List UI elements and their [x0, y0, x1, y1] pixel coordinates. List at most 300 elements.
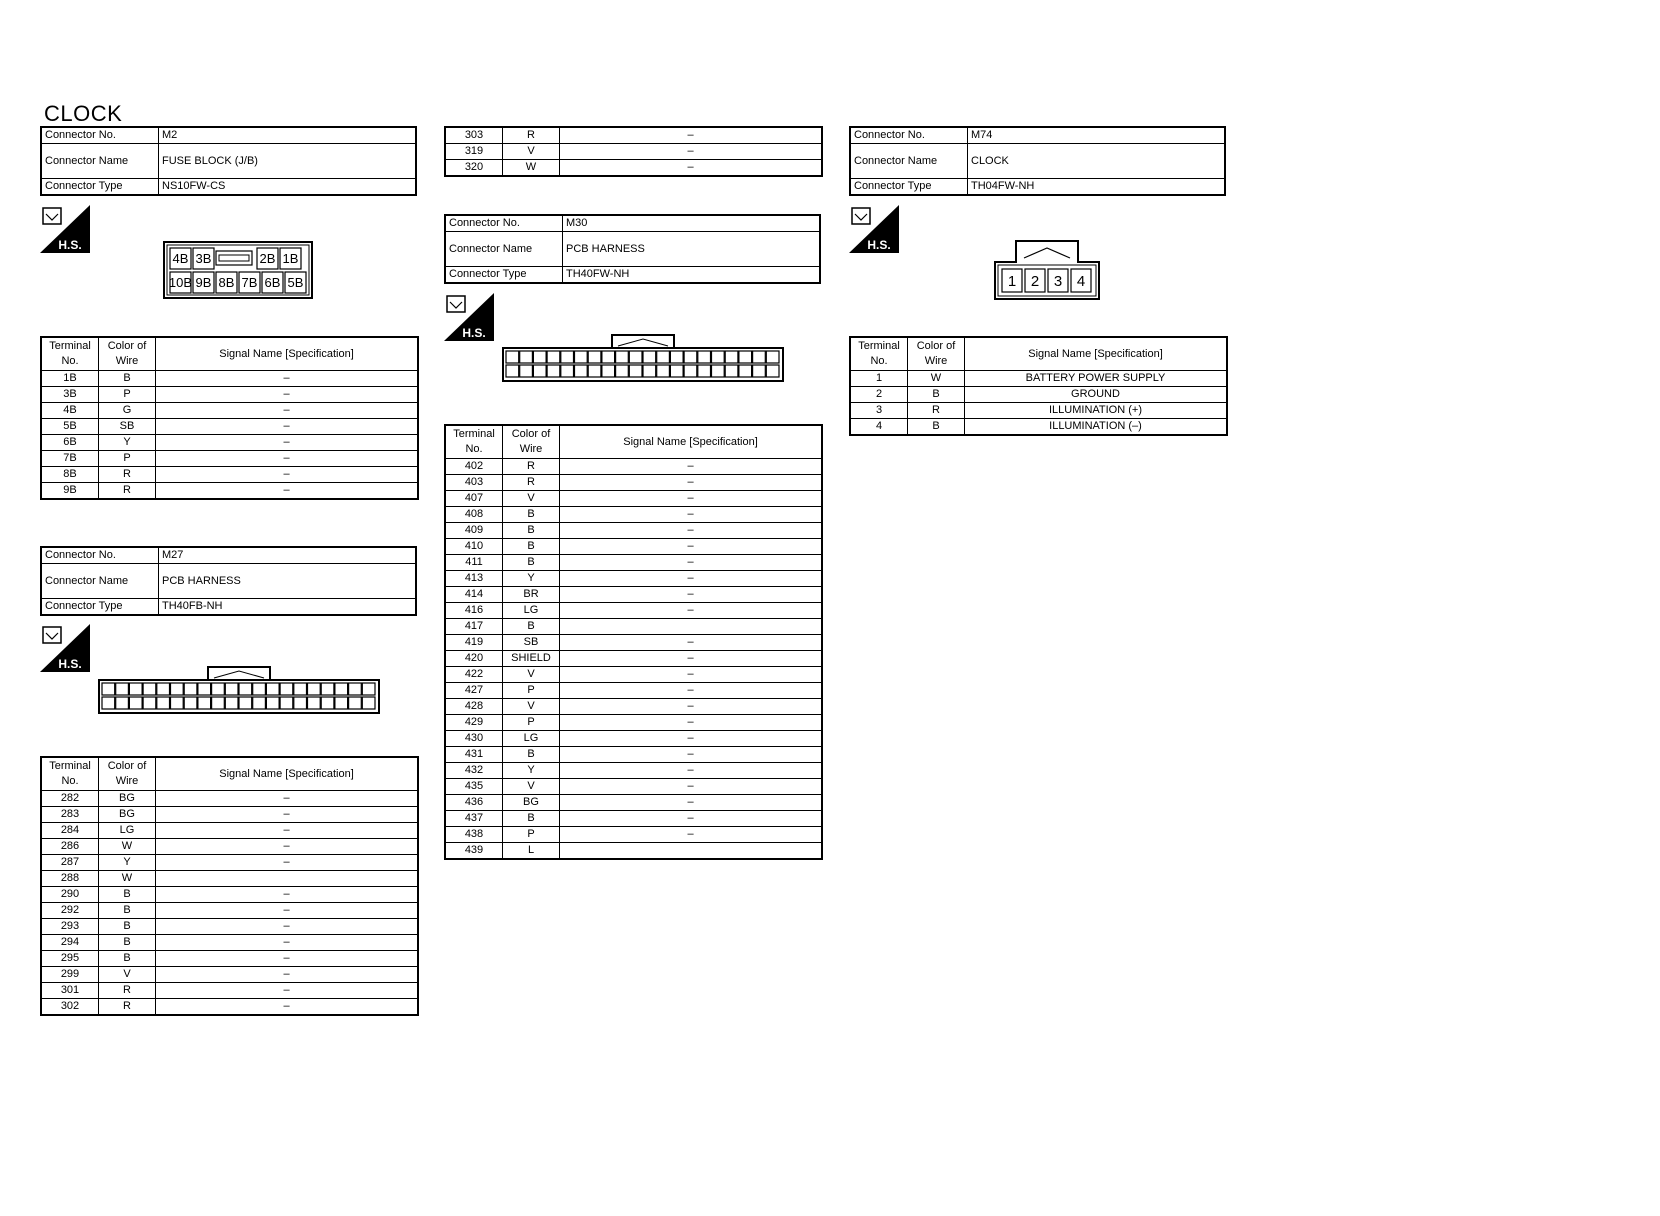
terminal-no-cell: 286 — [41, 839, 99, 855]
cavity — [349, 697, 362, 709]
cavity — [308, 697, 321, 709]
cavity — [129, 697, 142, 709]
table-row — [445, 651, 822, 667]
signal-name-cell: – — [156, 451, 419, 467]
table-row — [445, 144, 822, 160]
wire-color-cell: B — [99, 935, 156, 951]
signal-name-cell — [156, 871, 419, 887]
table-row — [41, 871, 418, 887]
cavity — [116, 683, 129, 695]
cavity — [602, 351, 615, 363]
cavity — [588, 365, 601, 377]
table-row — [445, 699, 822, 715]
cavity-label: 2 — [1030, 272, 1040, 290]
cavity — [506, 365, 519, 377]
hs-badge-icon — [40, 624, 90, 672]
label-connector-name: Connector Name — [41, 564, 159, 599]
cavity — [712, 365, 725, 377]
table-row — [445, 491, 822, 507]
wire-color-cell: W — [99, 871, 156, 887]
wire-color-cell: W — [99, 839, 156, 855]
cavity — [629, 365, 642, 377]
table-row — [41, 403, 418, 419]
wire-color-cell: V — [503, 667, 560, 683]
cavity — [239, 697, 252, 709]
cavity — [280, 683, 293, 695]
label-connector-no: Connector No. — [445, 215, 563, 232]
label-connector-no: Connector No. — [41, 127, 159, 144]
cavity-label: 10B — [168, 275, 193, 291]
cavity — [712, 351, 725, 363]
wire-color-cell: B — [503, 811, 560, 827]
table-row — [445, 635, 822, 651]
terminal-no-cell: 290 — [41, 887, 99, 903]
cavity-label: 3B — [195, 251, 212, 267]
table-row — [445, 127, 822, 144]
signal-name-cell: – — [156, 903, 419, 919]
terminal-no-cell: 408 — [445, 507, 503, 523]
terminal-no-cell: 431 — [445, 747, 503, 763]
wire-color-cell: B — [503, 619, 560, 635]
terminal-no-cell: 282 — [41, 791, 99, 807]
table-row — [445, 160, 822, 177]
signal-name-cell: – — [156, 387, 419, 403]
cavity — [171, 697, 184, 709]
table-row — [445, 731, 822, 747]
cavity — [657, 365, 670, 377]
signal-name-cell: ILLUMINATION (+) — [965, 403, 1228, 419]
m74-connector-diagram — [994, 240, 1100, 300]
signal-name-cell — [560, 843, 823, 860]
wire-color-cell: B — [908, 419, 965, 436]
table-row — [41, 903, 418, 919]
m2-pin-table — [40, 336, 419, 500]
m74-connector-name: CLOCK — [968, 144, 1226, 179]
signal-name-cell: – — [560, 523, 823, 539]
wire-color-cell: P — [503, 683, 560, 699]
cavity — [657, 351, 670, 363]
wire-color-cell: B — [99, 903, 156, 919]
table-row — [445, 619, 822, 635]
table-row — [41, 419, 418, 435]
signal-name-cell: BATTERY POWER SUPPLY — [965, 371, 1228, 387]
header-color-of-wire: Color of Wire — [99, 757, 156, 791]
cavity — [670, 365, 683, 377]
wire-color-cell: BR — [503, 587, 560, 603]
cavity — [629, 351, 642, 363]
signal-name-cell: – — [560, 475, 823, 491]
m27-pin-table — [40, 756, 419, 1016]
wire-color-cell: W — [503, 160, 560, 177]
table-row — [850, 387, 1227, 403]
cavity — [643, 351, 656, 363]
signal-name-cell: – — [560, 667, 823, 683]
terminal-no-cell: 413 — [445, 571, 503, 587]
cavity — [253, 697, 266, 709]
m2-connector-name: FUSE BLOCK (J/B) — [159, 144, 417, 179]
signal-name-cell: – — [560, 491, 823, 507]
signal-name-cell: – — [156, 887, 419, 903]
terminal-no-cell: 428 — [445, 699, 503, 715]
terminal-no-cell: 439 — [445, 843, 503, 860]
wire-color-cell: SHIELD — [503, 651, 560, 667]
cavity — [184, 683, 197, 695]
wire-color-cell: B — [503, 539, 560, 555]
cavity — [321, 683, 334, 695]
terminal-no-cell: 409 — [445, 523, 503, 539]
cavity — [670, 351, 683, 363]
table-row — [41, 935, 418, 951]
hs-badge-label: H.S. — [867, 238, 891, 252]
terminal-no-cell: 420 — [445, 651, 503, 667]
m74-pin-table — [849, 336, 1228, 436]
wire-color-cell: L — [503, 843, 560, 860]
terminal-no-cell: 4 — [850, 419, 908, 436]
cavity — [520, 365, 533, 377]
table-row — [41, 983, 418, 999]
table-row — [445, 811, 822, 827]
cavity-label: 2B — [259, 251, 276, 267]
signal-name-cell: – — [560, 715, 823, 731]
cavity — [266, 697, 279, 709]
signal-name-cell: – — [560, 587, 823, 603]
signal-name-cell: – — [560, 811, 823, 827]
cavity — [225, 683, 238, 695]
signal-name-cell: – — [156, 823, 419, 839]
m30-connector-info — [444, 214, 821, 284]
cavity — [753, 351, 766, 363]
cavity — [362, 697, 375, 709]
wire-color-cell: V — [503, 699, 560, 715]
cavity-label: 7B — [241, 275, 258, 291]
label-connector-type: Connector Type — [41, 599, 159, 616]
table-row — [41, 967, 418, 983]
wire-color-cell: R — [99, 483, 156, 500]
wire-color-cell: P — [503, 715, 560, 731]
table-row — [445, 603, 822, 619]
cavity — [698, 351, 711, 363]
table-row — [445, 795, 822, 811]
signal-name-cell: – — [156, 483, 419, 500]
m74-connector-type: TH04FW-NH — [968, 179, 1226, 196]
hs-badge-icon — [444, 293, 494, 341]
terminal-no-cell: 430 — [445, 731, 503, 747]
cavity — [335, 697, 348, 709]
table-row — [41, 951, 418, 967]
cavity — [308, 683, 321, 695]
table-row — [445, 715, 822, 731]
m27-connector-type: TH40FB-NH — [159, 599, 417, 616]
terminal-no-cell: 301 — [41, 983, 99, 999]
table-row — [445, 779, 822, 795]
cavity — [225, 697, 238, 709]
signal-name-cell: – — [156, 935, 419, 951]
terminal-no-cell: 299 — [41, 967, 99, 983]
terminal-no-cell: 435 — [445, 779, 503, 795]
wire-color-cell: Y — [503, 571, 560, 587]
wire-color-cell: Y — [503, 763, 560, 779]
wire-color-cell: W — [908, 371, 965, 387]
cavity — [684, 351, 697, 363]
table-row — [445, 523, 822, 539]
header-color-of-wire: Color of Wire — [503, 425, 560, 459]
cavity — [102, 683, 115, 695]
signal-name-cell: – — [560, 459, 823, 475]
terminal-no-cell: 436 — [445, 795, 503, 811]
hs-badge-icon — [40, 205, 90, 253]
m30-connector-type: TH40FW-NH — [563, 267, 821, 284]
signal-name-cell: – — [560, 779, 823, 795]
m30-connector-name: PCB HARNESS — [563, 232, 821, 267]
cavity-label: 4B — [172, 251, 189, 267]
table-row — [41, 855, 418, 871]
terminal-no-cell: 427 — [445, 683, 503, 699]
table-row — [850, 371, 1227, 387]
wire-color-cell: V — [99, 967, 156, 983]
signal-name-cell: – — [560, 683, 823, 699]
terminal-no-cell: 292 — [41, 903, 99, 919]
signal-name-cell: – — [560, 144, 823, 160]
wire-color-cell: B — [99, 919, 156, 935]
cavity — [561, 365, 574, 377]
wire-color-cell: R — [99, 999, 156, 1016]
m27-connector-diagram — [98, 666, 380, 714]
wire-color-cell: R — [503, 127, 560, 144]
signal-name-cell: – — [156, 435, 419, 451]
cavity — [616, 365, 629, 377]
cavity — [102, 697, 115, 709]
cavity — [171, 683, 184, 695]
label-connector-no: Connector No. — [41, 547, 159, 564]
terminal-no-cell: 416 — [445, 603, 503, 619]
page-title: CLOCK — [44, 101, 123, 126]
cavity — [547, 351, 560, 363]
terminal-no-cell: 302 — [41, 999, 99, 1016]
fuse-slot — [216, 251, 252, 265]
terminal-no-cell: 319 — [445, 144, 503, 160]
cavity — [362, 683, 375, 695]
wire-color-cell: B — [99, 951, 156, 967]
signal-name-cell: – — [156, 467, 419, 483]
table-row — [850, 419, 1227, 436]
wire-color-cell: BG — [99, 791, 156, 807]
table-row — [445, 827, 822, 843]
table-row — [445, 843, 822, 860]
wire-color-cell: R — [908, 403, 965, 419]
wire-color-cell: SB — [99, 419, 156, 435]
table-row — [445, 475, 822, 491]
header-signal-name: Signal Name [Specification] — [156, 337, 419, 371]
cavity — [533, 351, 546, 363]
m30-connector-diagram — [502, 334, 784, 382]
signal-name-cell: – — [156, 403, 419, 419]
terminal-no-cell: 2 — [850, 387, 908, 403]
wire-color-cell: BG — [503, 795, 560, 811]
terminal-no-cell: 7B — [41, 451, 99, 467]
cavity-label: 5B — [287, 275, 304, 291]
wire-color-cell: B — [99, 887, 156, 903]
cavity — [739, 351, 752, 363]
cavity — [739, 365, 752, 377]
cavity — [753, 365, 766, 377]
table-row — [445, 571, 822, 587]
header-color-of-wire: Color of Wire — [908, 337, 965, 371]
table-row — [445, 747, 822, 763]
cavity-label: 3 — [1053, 272, 1063, 290]
hs-badge-icon — [849, 205, 899, 253]
signal-name-cell: – — [560, 635, 823, 651]
terminal-no-cell: 432 — [445, 763, 503, 779]
cavity — [602, 365, 615, 377]
label-connector-no: Connector No. — [850, 127, 968, 144]
header-signal-name: Signal Name [Specification] — [965, 337, 1228, 371]
terminal-no-cell: 9B — [41, 483, 99, 500]
hs-badge-label: H.S. — [58, 238, 82, 252]
signal-name-cell: – — [156, 855, 419, 871]
wire-color-cell: P — [99, 387, 156, 403]
cavity-label: 9B — [195, 275, 212, 291]
cavity — [547, 365, 560, 377]
signal-name-cell: – — [156, 839, 419, 855]
terminal-no-cell: 411 — [445, 555, 503, 571]
terminal-no-cell: 294 — [41, 935, 99, 951]
m27-connector-name: PCB HARNESS — [159, 564, 417, 599]
cavity — [321, 697, 334, 709]
wire-color-cell: R — [503, 475, 560, 491]
label-connector-name: Connector Name — [41, 144, 159, 179]
wire-color-cell: P — [503, 827, 560, 843]
terminal-no-cell: 8B — [41, 467, 99, 483]
cavity — [212, 697, 225, 709]
wire-color-cell: B — [908, 387, 965, 403]
cavity-label: 4 — [1076, 272, 1086, 290]
cavity — [294, 683, 307, 695]
cavity — [129, 683, 142, 695]
signal-name-cell: – — [560, 603, 823, 619]
m27-pin-table-continued — [444, 126, 823, 177]
table-row — [41, 887, 418, 903]
signal-name-cell: – — [156, 951, 419, 967]
signal-name-cell: – — [560, 699, 823, 715]
table-row — [41, 371, 418, 387]
wire-color-cell: LG — [99, 823, 156, 839]
signal-name-cell: – — [560, 795, 823, 811]
cavity — [561, 351, 574, 363]
m27-connector-info — [40, 546, 417, 616]
cavity — [520, 351, 533, 363]
table-row — [41, 839, 418, 855]
wire-color-cell: B — [503, 747, 560, 763]
signal-name-cell — [560, 619, 823, 635]
terminal-no-cell: 1B — [41, 371, 99, 387]
table-row — [445, 683, 822, 699]
signal-name-cell: – — [560, 555, 823, 571]
cavity — [294, 697, 307, 709]
terminal-no-cell: 437 — [445, 811, 503, 827]
signal-name-cell: – — [156, 791, 419, 807]
table-row — [41, 387, 418, 403]
wire-color-cell: B — [503, 507, 560, 523]
cavity — [643, 365, 656, 377]
signal-name-cell: – — [156, 999, 419, 1016]
terminal-no-cell: 4B — [41, 403, 99, 419]
cavity — [506, 351, 519, 363]
cavity — [725, 365, 738, 377]
table-row — [445, 667, 822, 683]
header-terminal-no: Terminal No. — [850, 337, 908, 371]
cavity — [349, 683, 362, 695]
terminal-no-cell: 419 — [445, 635, 503, 651]
signal-name-cell: – — [156, 967, 419, 983]
terminal-no-cell: 288 — [41, 871, 99, 887]
m2-connector-diagram — [163, 241, 313, 299]
cavity-label: 6B — [264, 275, 281, 291]
table-row — [445, 763, 822, 779]
label-connector-type: Connector Type — [850, 179, 968, 196]
cavity — [212, 683, 225, 695]
wire-color-cell: LG — [503, 603, 560, 619]
terminal-no-cell: 407 — [445, 491, 503, 507]
cavity — [766, 351, 779, 363]
terminal-no-cell: 414 — [445, 587, 503, 603]
m74-connector-info — [849, 126, 1226, 196]
cavity — [335, 683, 348, 695]
wire-color-cell: G — [99, 403, 156, 419]
signal-name-cell: – — [156, 983, 419, 999]
cavity-label: 1B — [282, 251, 299, 267]
wire-color-cell: Y — [99, 855, 156, 871]
terminal-no-cell: 410 — [445, 539, 503, 555]
wire-color-cell: R — [503, 459, 560, 475]
m2-connector-info — [40, 126, 417, 196]
terminal-no-cell: 287 — [41, 855, 99, 871]
hs-badge-label: H.S. — [462, 326, 486, 340]
wire-color-cell: Y — [99, 435, 156, 451]
terminal-no-cell: 429 — [445, 715, 503, 731]
cavity — [766, 365, 779, 377]
header-signal-name: Signal Name [Specification] — [560, 425, 823, 459]
m2-connector-no: M2 — [159, 127, 417, 144]
label-connector-type: Connector Type — [445, 267, 563, 284]
label-connector-name: Connector Name — [445, 232, 563, 267]
signal-name-cell: – — [156, 807, 419, 823]
header-terminal-no: Terminal No. — [445, 425, 503, 459]
table-row — [41, 467, 418, 483]
table-row — [41, 919, 418, 935]
cavity — [698, 365, 711, 377]
signal-name-cell: – — [156, 419, 419, 435]
terminal-no-cell: 3B — [41, 387, 99, 403]
cavity — [575, 365, 588, 377]
header-color-of-wire: Color of Wire — [99, 337, 156, 371]
cavity — [198, 683, 211, 695]
signal-name-cell: – — [560, 160, 823, 177]
signal-name-cell: – — [156, 919, 419, 935]
table-row — [41, 483, 418, 500]
cavity — [280, 697, 293, 709]
wire-color-cell: V — [503, 779, 560, 795]
table-row — [445, 555, 822, 571]
cavity-label: 1 — [1007, 272, 1017, 290]
cavity — [684, 365, 697, 377]
cavity — [575, 351, 588, 363]
table-row — [445, 539, 822, 555]
m2-connector-type: NS10FW-CS — [159, 179, 417, 196]
signal-name-cell: GROUND — [965, 387, 1228, 403]
wire-color-cell: P — [99, 451, 156, 467]
wire-color-cell: R — [99, 983, 156, 999]
hs-badge-label: H.S. — [58, 657, 82, 671]
